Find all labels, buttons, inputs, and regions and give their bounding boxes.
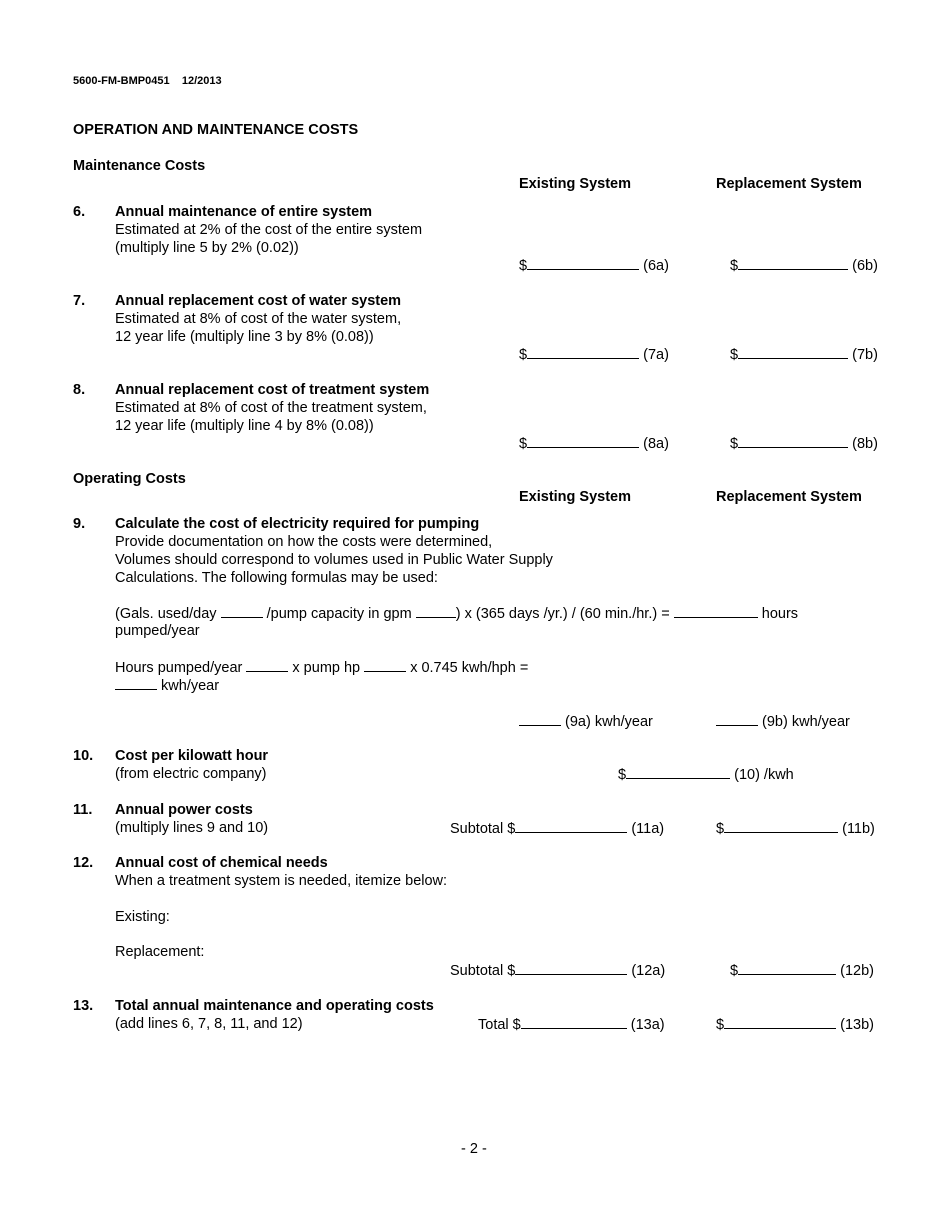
blank-line[interactable]: [716, 712, 758, 726]
blank-line[interactable]: [521, 1015, 627, 1029]
field-12b[interactable]: $ (12b): [730, 963, 874, 979]
maintenance-section-label: Maintenance Costs: [73, 158, 206, 174]
item-number: 10.: [73, 748, 94, 764]
item-desc: (multiply lines 9 and 10): [115, 820, 269, 836]
blank-line[interactable]: [738, 961, 836, 975]
field-8a[interactable]: $ (8a): [519, 436, 669, 452]
field-9a[interactable]: (9a) kwh/year: [519, 712, 653, 731]
item-title: Annual replacement cost of treatment system: [115, 382, 430, 398]
col-replacement-system: Replacement System: [716, 176, 862, 192]
field-12a[interactable]: Subtotal $ (12a): [450, 963, 666, 979]
field-10[interactable]: $ (10) /kwh: [618, 767, 794, 783]
col-replacement-system: Replacement System: [716, 489, 862, 505]
item-desc: When a treatment system is needed, itemize below:: [115, 873, 448, 889]
field-13b[interactable]: $ (13b): [716, 1017, 874, 1033]
item-desc: Calculations. The following formulas may be used:: [115, 570, 438, 586]
field-11a[interactable]: Subtotal $ (11a): [450, 821, 665, 837]
field-9b[interactable]: (9b) kwh/year: [716, 712, 850, 731]
field-6a[interactable]: $ (6a): [519, 258, 669, 274]
item-desc: 12 year life (multiply line 4 by 8% (0.08)): [115, 418, 374, 434]
blank-line[interactable]: [724, 819, 838, 833]
item-desc: Provide documentation on how the costs were determined,: [115, 534, 493, 550]
blank-line[interactable]: [527, 345, 639, 359]
form-number: 5600-FM-BMP0451 12/2013: [73, 75, 222, 87]
item-title: Annual cost of chemical needs: [115, 855, 328, 871]
operating-section-label: Operating Costs: [73, 471, 186, 487]
blank-line[interactable]: [724, 1015, 836, 1029]
blank-line[interactable]: [519, 712, 561, 726]
item-desc: (from electric company): [115, 766, 267, 782]
item-number: 13.: [73, 998, 94, 1014]
blank-line[interactable]: [738, 256, 848, 270]
field-13a[interactable]: Total $ (13a): [478, 1017, 665, 1033]
formula-kwh-continuation: kwh/year: [115, 676, 219, 695]
existing-label: Existing:: [115, 909, 170, 925]
replacement-label: Replacement:: [115, 944, 205, 960]
col-existing-system: Existing System: [519, 489, 632, 505]
item-title: Calculate the cost of electricity required for pumping: [115, 516, 480, 532]
pump-capacity-blank[interactable]: [416, 604, 456, 618]
blank-line[interactable]: [527, 256, 639, 270]
blank-line[interactable]: [738, 345, 848, 359]
item-title: Annual maintenance of entire system: [115, 204, 373, 220]
item-desc: 12 year life (multiply line 3 by 8% (0.08)): [115, 329, 374, 345]
item-title: Annual replacement cost of water system: [115, 293, 402, 309]
formula-kwh: Hours pumped/year x pump hp x 0.745 kwh/hph =: [115, 660, 529, 676]
item-desc: Estimated at 8% of cost of the water system,: [115, 311, 402, 327]
item-title: Cost per kilowatt hour: [115, 748, 269, 764]
item-number: 6.: [73, 204, 86, 220]
gals-used-day-blank[interactable]: [221, 604, 263, 618]
hours-pumped-blank[interactable]: [674, 604, 758, 618]
field-8b[interactable]: $ (8b): [730, 436, 878, 452]
formula-hours-pumped: (Gals. used/day /pump capacity in gpm ) x (365 days /yr.) / (60 min./hr.) = hours: [115, 606, 799, 622]
item-number: 8.: [73, 382, 86, 398]
item-title: Total annual maintenance and operating costs: [115, 998, 434, 1014]
field-6b[interactable]: $ (6b): [730, 258, 878, 274]
page-number: - 2 -: [461, 1141, 487, 1157]
blank-line[interactable]: [626, 765, 730, 779]
blank-line[interactable]: [515, 819, 627, 833]
item-desc: Estimated at 2% of the cost of the entire system: [115, 222, 423, 238]
item-number: 7.: [73, 293, 86, 309]
field-7a[interactable]: $ (7a): [519, 347, 669, 363]
blank-line[interactable]: [738, 434, 848, 448]
item-desc: (multiply line 5 by 2% (0.02)): [115, 240, 299, 256]
col-existing-system: Existing System: [519, 176, 632, 192]
kwh-year-blank[interactable]: [115, 676, 157, 690]
blank-line[interactable]: [515, 961, 627, 975]
hours-pumped-year-blank[interactable]: [246, 658, 288, 672]
item-desc: (add lines 6, 7, 8, 11, and 12): [115, 1016, 303, 1032]
item-desc: Estimated at 8% of cost of the treatment system,: [115, 400, 427, 416]
field-7b[interactable]: $ (7b): [730, 347, 878, 363]
item-title: Annual power costs: [115, 802, 253, 818]
item-number: 9.: [73, 516, 86, 532]
item-desc: Volumes should correspond to volumes used in Public Water Supply: [115, 552, 553, 568]
item-number: 12.: [73, 855, 94, 871]
pump-hp-blank[interactable]: [364, 658, 406, 672]
page-title: OPERATION AND MAINTENANCE COSTS: [73, 122, 359, 138]
formula-continuation: pumped/year: [115, 623, 200, 639]
item-number: 11.: [73, 802, 93, 818]
field-11b[interactable]: $ (11b): [716, 821, 875, 837]
blank-line[interactable]: [527, 434, 639, 448]
